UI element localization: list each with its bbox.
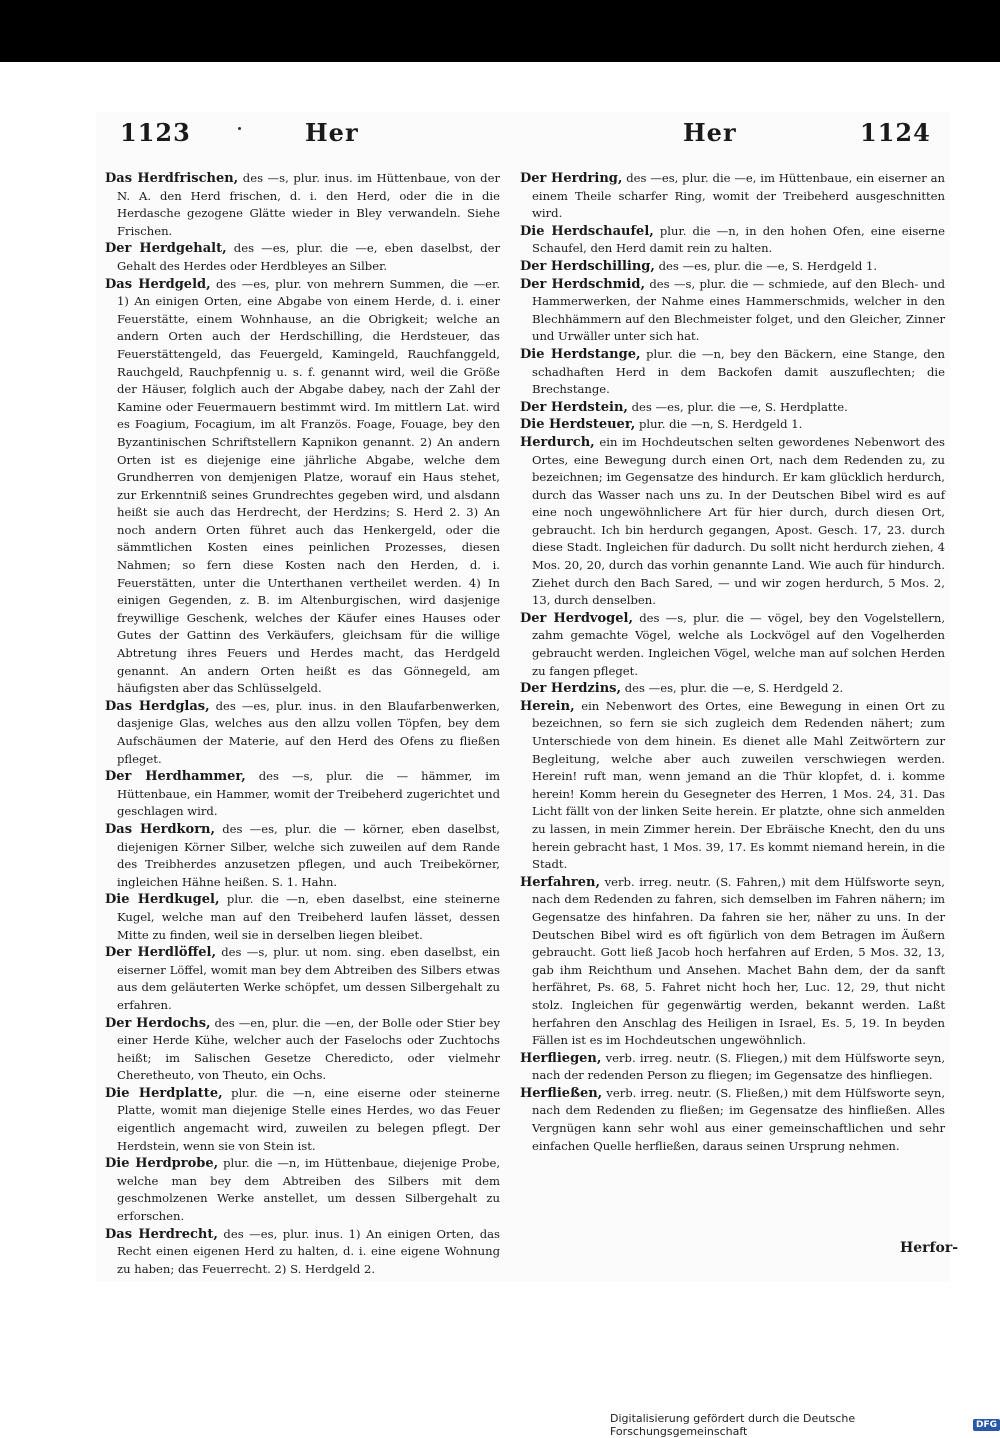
scan-top-band bbox=[0, 0, 1000, 62]
dictionary-entry bbox=[520, 434, 945, 610]
entry-text: des —s, plur. inus. im Hüttenbaue, von der N. A. den Herd frischen, d. i. den Herd, oder die in die Herdasche gezogene Glätte wieder in Bley verwandeln. Siehe Frischen. bbox=[117, 171, 500, 238]
entry-lemma: Der Herdvogel, bbox=[520, 610, 633, 626]
page-number-right: 1124 bbox=[860, 118, 931, 147]
entry-text: des —s, plur. die — schmiede, auf den Blech- und Hammerwerken, der Nahme eines Hammerschmids, welcher in den Blechhämmern auf den Blechmeister folget, und den Gleicher, Zinner und Urwäller unter sich hat. bbox=[532, 276, 945, 344]
entry-lemma: Der Herdlöffel, bbox=[105, 945, 216, 961]
footer-text: Digitalisierung gefördert durch die Deutsche Forschungsgemeinschaft bbox=[610, 1412, 856, 1438]
dictionary-entry bbox=[105, 1085, 500, 1155]
left-column bbox=[105, 170, 500, 1278]
dictionary-entry bbox=[520, 610, 945, 680]
dictionary-entry bbox=[105, 1155, 500, 1225]
catchword: Herfor- bbox=[900, 1240, 959, 1256]
entry-text: plur. die —n, im Hüttenbaue, diejenige Probe, welche man bey dem Abtreiben des Silbers mit dem geschmolzenen Werke anstellet, um dessen Silbergehalt zu erforschen. bbox=[117, 1156, 501, 1224]
dictionary-entry bbox=[105, 768, 500, 821]
dictionary-entry bbox=[520, 223, 945, 258]
entry-text: plur. die —n, eine eiserne oder steinerne Platte, womit man diejenige Stelle eines Herdes, wo das Feuer eigentlich angemacht wird, zuweilen zu belegen pflegt. Der Herdstein, wenn sie von Stein ist. bbox=[117, 1085, 501, 1153]
entry-text: plur. die —n, eben daselbst, eine steinerne Kugel, welche man auf den Treibeherd laufen lässet, dessen Mitte zu finden, weil sie in derselben liegen bleibet. bbox=[117, 892, 500, 942]
entry-lemma: Herfahren, bbox=[520, 874, 600, 890]
dictionary-entry bbox=[105, 240, 500, 275]
dictionary-entry bbox=[105, 944, 500, 1014]
entry-lemma: Das Herdgeld, bbox=[105, 276, 211, 292]
dictionary-entry bbox=[105, 698, 500, 768]
entry-lemma: Der Herdstein, bbox=[520, 399, 628, 415]
dictionary-entry bbox=[105, 1226, 500, 1279]
entry-lemma: Die Herdprobe, bbox=[105, 1156, 219, 1172]
entry-text: verb. irreg. neutr. (S. Fahren,) mit dem Hülfsworte seyn, nach dem Redenden zu fahren, sich demselben im Fahren nähern; im Gegensatze des hinfahren. Da fahren sie her, näher zu uns. In der Deutschen Bibel wird es oft figürlich von dem Betragen im Äußern gebraucht. Gott ließ Jacob hoch herfahren auf Erden, 5 Mos. 32, 13, gab ihm Reichthum und Ansehen. Machet Bahn dem, der da sanft herfähret, Ps. 68, 5. Fahret nicht hoch her, Luc. 12, 29, thut nicht stolz. Ingleichen für gegenwärtig werden, bekannt werden. Laßt herfahren den Anschlag des Heiligen in Israel, Es. 5, 19. In beyden Fällen ist es im Hochdeutschen ungewöhnlich. bbox=[532, 874, 945, 1048]
entry-lemma: Das Herdkorn, bbox=[105, 821, 216, 837]
entry-text: des —es, plur. die —e, S. Herdgeld 2. bbox=[624, 681, 844, 696]
entry-text: des —s, plur. die — hämmer, im Hüttenbaue, ein Hammer, womit der Treibeherd zugerichtet und geschlagen wird. bbox=[117, 769, 501, 819]
running-head-left: Her bbox=[305, 118, 359, 147]
dictionary-entry bbox=[105, 276, 500, 698]
entry-text: des —es, plur. inus. in den Blaufarbenwerken, dasjenige Glas, welches aus den allzu vollen Töpfen, bey dem Aufschäumen der Materie, auf den Herd des Ofens zu fließen pfleget. bbox=[117, 698, 500, 766]
dictionary-entry bbox=[105, 891, 500, 944]
entry-text: verb. irreg. neutr. (S. Fließen,) mit dem Hülfsworte seyn, nach dem Redenden zu fließen; im Gegensatze des hinfließen. Alles Vergnügen kann sehr wohl aus einer gemeinschaftlichen und sehr einfachen Quelle herfließen, daraus seinen Ursprung nehmen. bbox=[532, 1085, 946, 1153]
entry-text: des —es, plur. die —e, im Hüttenbaue, ein eiserner an einem Theile scharfer Ring, womit der Treibeherd ausgeschnitten wird. bbox=[532, 171, 945, 221]
entry-lemma: Herein, bbox=[520, 698, 575, 714]
ink-spot bbox=[238, 127, 241, 130]
dictionary-entry bbox=[105, 170, 500, 240]
entry-text: verb. irreg. neutr. (S. Fliegen,) mit dem Hülfsworte seyn, nach der redenden Person zu fliegen; im Gegensatze des hinfliegen. bbox=[532, 1050, 946, 1083]
entry-text: des —es, plur. die —e, eben daselbst, der Gehalt des Herdes oder Herdbleyes an Silber. bbox=[117, 241, 500, 273]
entry-lemma: Herfließen, bbox=[520, 1085, 603, 1101]
entry-lemma: Der Herdring, bbox=[520, 171, 623, 186]
page-number-left: 1123 bbox=[120, 118, 191, 147]
entry-text: des —es, plur. die — körner, eben daselbst, diejenigen Körner Silber, welche sich zuweilen auf dem Rande des Treibherdes anzusetzen pflegen, und auch Treibekörner, ingleichen Hähne heißen. S. 1. Hahn. bbox=[117, 821, 500, 889]
entry-lemma: Die Herdschaufel, bbox=[520, 223, 654, 239]
dictionary-entry bbox=[520, 1085, 945, 1155]
entry-lemma: Die Herdkugel, bbox=[105, 892, 220, 908]
entry-text: des —es, plur. inus. 1) An einigen Orten, das Recht einen eigenen Herd zu halten, d. i. eine eigene Wohnung zu haben; das Feuerrecht. 2) S. Herdgeld 2. bbox=[117, 1226, 500, 1276]
entry-text: des —es, plur. die —e, S. Herdplatte. bbox=[631, 399, 848, 414]
dictionary-entry bbox=[520, 416, 945, 434]
dictionary-entry bbox=[520, 680, 945, 698]
entry-text: des —en, plur. die —en, der Bolle oder Stier bey einer Herde Kühe, welcher auch der Faselochs oder Zuchtochs heißt; im Salischen Gesetze Cheredicto, oder vielmehr Cheretheuto, von Theuto, ein Ochs. bbox=[117, 1015, 500, 1083]
dictionary-entry bbox=[520, 1050, 945, 1085]
entry-lemma: Der Herdschmid, bbox=[520, 276, 646, 292]
dictionary-entry bbox=[105, 821, 500, 891]
entry-text: ein Nebenwort des Ortes, eine Bewegung in einen Ort zu bezeichnen, so fern sie sich zugleich dem Redenden nähert; zum Unterschiede von dem hinein. Es dienet alle Mahl Zeitwörtern zur Begleitung, welche aber auch zuweilen verschwiegen werden. Herein! ruft man, wenn jemand an die Thür klopfet, d. i. komme herein! Komm herein du Gesegneter des Herren, 1 Mos. 24, 31. Das Licht fällt von der linken Seite herein. Er platzte, ohne sich anmelden zu lassen, in mein Zimmer herein. Der Ebräische Knecht, den du uns herein gebracht hast, 1 Mos. 39, 17. Es kommt niemand herein, in die Stadt. bbox=[532, 698, 945, 872]
dictionary-entry bbox=[105, 1015, 500, 1085]
entry-text: plur. die —n, S. Herdgeld 1. bbox=[638, 417, 803, 432]
dictionary-entry bbox=[520, 874, 945, 1050]
entry-lemma: Der Herdgehalt, bbox=[105, 241, 227, 257]
entry-lemma: Der Herdzins, bbox=[520, 681, 622, 697]
dictionary-entry bbox=[520, 258, 945, 276]
entry-text: ein im Hochdeutschen selten gewordenes Nebenwort des Ortes, eine Bewegung durch einen Ort, nach dem Redenden zu, zu bezeichnen; im Gegensatze des hindurch. Er kam glücklich herdurch, durch das Wasser nach uns zu. In der Deutschen Bibel wird es auf eine noch ungewöhnlichere Art für hier durch, durch diesen Ort, gebraucht. Ich bin herdurch gegangen, Apost. Gesch. 17, 23. durch diese Stadt. Ingleichen für dadurch. Du sollt nicht herdurch ziehen, 4 Mos. 20, 20, durch das vorhin genannte Land. Wie auch für hindurch. Ziehet durch den Bach Sared, — und wir zogen herdurch, 5 Mos. 2, 13, durch denselben. bbox=[532, 434, 946, 608]
running-head-right: Her bbox=[683, 118, 737, 147]
dictionary-entry bbox=[520, 170, 945, 223]
entry-text: plur. die —n, bey den Bäckern, eine Stange, den schadhaften Herd in dem Backofen damit auszuflechten; die Brechstange. bbox=[532, 346, 946, 397]
entry-lemma: Der Herdschilling, bbox=[520, 258, 655, 274]
dictionary-entry bbox=[520, 698, 945, 874]
dictionary-entry bbox=[520, 399, 945, 417]
entry-lemma: Das Herdrecht, bbox=[105, 1226, 218, 1242]
dictionary-entry bbox=[520, 276, 945, 346]
footer bbox=[610, 1412, 1000, 1438]
entry-lemma: Der Herdhammer, bbox=[105, 769, 246, 785]
dictionary-entry bbox=[520, 346, 945, 399]
dfg-logo: DFG bbox=[973, 1419, 1000, 1431]
entry-lemma: Herfliegen, bbox=[520, 1050, 602, 1066]
entry-text: plur. die —n, in den hohen Ofen, eine eiserne Schaufel, den Herd damit rein zu halten. bbox=[532, 223, 945, 256]
entry-text: des —es, plur. die —e, S. Herdgeld 1. bbox=[658, 258, 878, 273]
entry-text: des —es, plur. von mehrern Summen, die —er. 1) An einigen Orten, eine Abgabe von einem Herde, d. i. einer Feuerstätte, einem Wohnhause, an die Obrigkeit; welche an andern Orten auch der Herdschilling, die Herdsteuer, das Feuerstättengeld, das Feuergeld, Kamingeld, Rauchfanggeld, Rauchgeld, Rauchpfennig u. s. f. genannt wird, weil die Größe der Häuser, folglich auch der Abgabe dabey, nach der Zahl der Kamine oder Feuermauern bestimmt wird. Im mittlern Lat. wird es Foagium, Focagium, im alt Französ. Foage, Fouage, bey den Byzantinischen Schriftstellern Kapnikon genannt. 2) An andern Orten ist es diejenige eine jährliche Abgabe, welche dem Grundherren von demjenigen Platze, worauf ein Haus stehet, zur Erkenntniß seines Grundrechtes gegeben wird, und alsdann heißt sie auch das Herdrecht, der Herdzins; S. Herd 2. 3) An noch andern Orten führet auch das Henkergeld, oder die sämmtlichen Kosten eines peinlichen Prozesses, diesen Nahmen; so fern diese Kosten nach den Herden, d. i. Feuerstätten, unter die Unterthanen vertheilet werden. 4) In einigen Gegenden, z. B. im Altenburgischen, wird dasjenige freywillige Geschenk, welches der Käufer eines Hauses oder Gutes der Gattinn des Verkäufers, gleichsam für die willige Abtretung ihres Feuers und Herdes macht, das Herdgeld genannt. An andern Orten heißt es das Gönnegeld, am häufigsten aber das Schlüsselgeld. bbox=[117, 276, 500, 696]
entry-lemma: Die Herdplatte, bbox=[105, 1085, 223, 1101]
entry-lemma: Das Herdglas, bbox=[105, 698, 210, 714]
entry-lemma: Herdurch, bbox=[520, 434, 595, 450]
entry-lemma: Der Herdochs, bbox=[105, 1015, 211, 1031]
entry-lemma: Die Herdstange, bbox=[520, 346, 641, 362]
entry-text: des —s, plur. ut nom. sing. eben daselbst, ein eiserner Löffel, womit man bey dem Abtreiben des Silbers etwas aus dem geläuterten Werke schöpfet, um dessen Silbergehalt zu erfahren. bbox=[117, 945, 500, 1012]
entry-text: des —s, plur. die — vögel, bey den Vogelstellern, zahm gemachte Vögel, welche als Lockvögel auf den Vogelherden gebraucht werden. Ingleichen Vögel, welche man auf solchen Herden zu fangen pfleget. bbox=[532, 610, 946, 678]
right-column bbox=[520, 170, 945, 1155]
entry-lemma: Die Herdsteuer, bbox=[520, 417, 636, 433]
entry-lemma: Das Herdfrischen, bbox=[105, 171, 239, 186]
